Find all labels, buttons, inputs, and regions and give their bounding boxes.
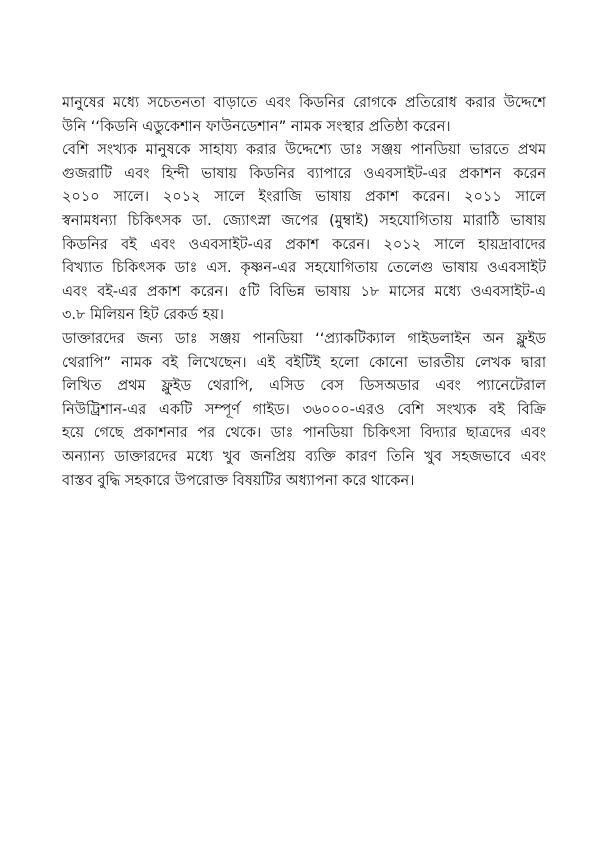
text-line: লিখিত প্রথম ফ্লুইড থেরাপি, এসিড বেস ডিসঅডার এবং প্যানেটেরাল [62,378,546,395]
text-line: মানুষের মধ্যে সচেতনতা বাড়াতে এবং কিডনির রোগকে প্রতিরোধ করার উদ্দেশে [62,95,546,111]
text-line: বাস্তব বুদ্ধি সহকারে উপরোক্ত বিষয়টির অধ্যাপনা করে থাকেন। [62,472,415,489]
text-line: বেশি সংখ্যক মানুষকে সাহায্য করার উদ্দেশ্যে ডাঃ সঞ্জয় পানডিয়া ভারতে প্রথম [62,142,546,159]
text-line: উনি ‘‘কিডনি এডুকেশান ফাউনডেশান” নামক সংস্থার প্রতিষ্ঠা করেন। [62,118,451,135]
text-line: ৩.৮ মিলিয়ন হিট রেকর্ড হয়। [62,307,224,324]
text-line: স্বনামধন্যা চিকিৎসক ডা. জ্যোৎস্না জপের (মুম্বাই) সহযোগিতায় মারাঠি ভাষায় [62,212,546,229]
body-text [62,92,546,493]
text-line: নিউট্রিশান-এর একটি সম্পূর্ণ গাইড। ৩৬০০০-এরও বেশি সংখ্যক বই বিক্রি [62,401,546,418]
text-line: কিডনির বই এবং ওএবসাইট-এর প্রকাশ করেন। ২০১২ সালে হায়দ্রাবাদের [62,236,546,253]
text-line: অন্যান্য ডাক্তারদের মধ্যে খুব জনপ্রিয় ব্যক্তি কারণ তিনি খুব সহজভাবে এবং [62,448,546,465]
text-line: গুজরাটি এবং হিন্দী ভাষায় কিডনির ব্যাপারে ওএবসাইট-এর প্রকাশন করেন [62,165,546,182]
text-line: ডাক্তারদের জন্য ডাঃ সঞ্জয় পানডিয়া ‘‘প্র্যাকটিক্যাল গাইডলাইন অন ফ্লুইড [62,330,546,347]
text-line: থেরাপি” নামক বই লিখেছেন। এই বইটিই হলো কোনো ভারতীয় লেখক দ্বারা [62,354,546,371]
text-line: এবং বই-এর প্রকাশ করেন। ৫টি বিভিন্ন ভাষায় ১৮ মাসের মধ্যে ওএবসাইট-এ [62,283,546,300]
text-line: ২০১০ সালে। ২০১২ সালে ইংরাজি ভাষায় প্রকাশ করেন। ২০১১ সালে [62,189,546,206]
text-line: বিখ্যাত চিকিৎসক ডাঃ এস. কৃষ্ণন-এর সহযোগিতায় তেলেগু ভাষায় ওএবসাইট [62,260,546,277]
text-line: হয়ে গেছে প্রকাশনার পর থেকে। ডাঃ পানডিয়া চিকিৎসা বিদ্যার ছাত্রদের এবং [62,425,546,442]
